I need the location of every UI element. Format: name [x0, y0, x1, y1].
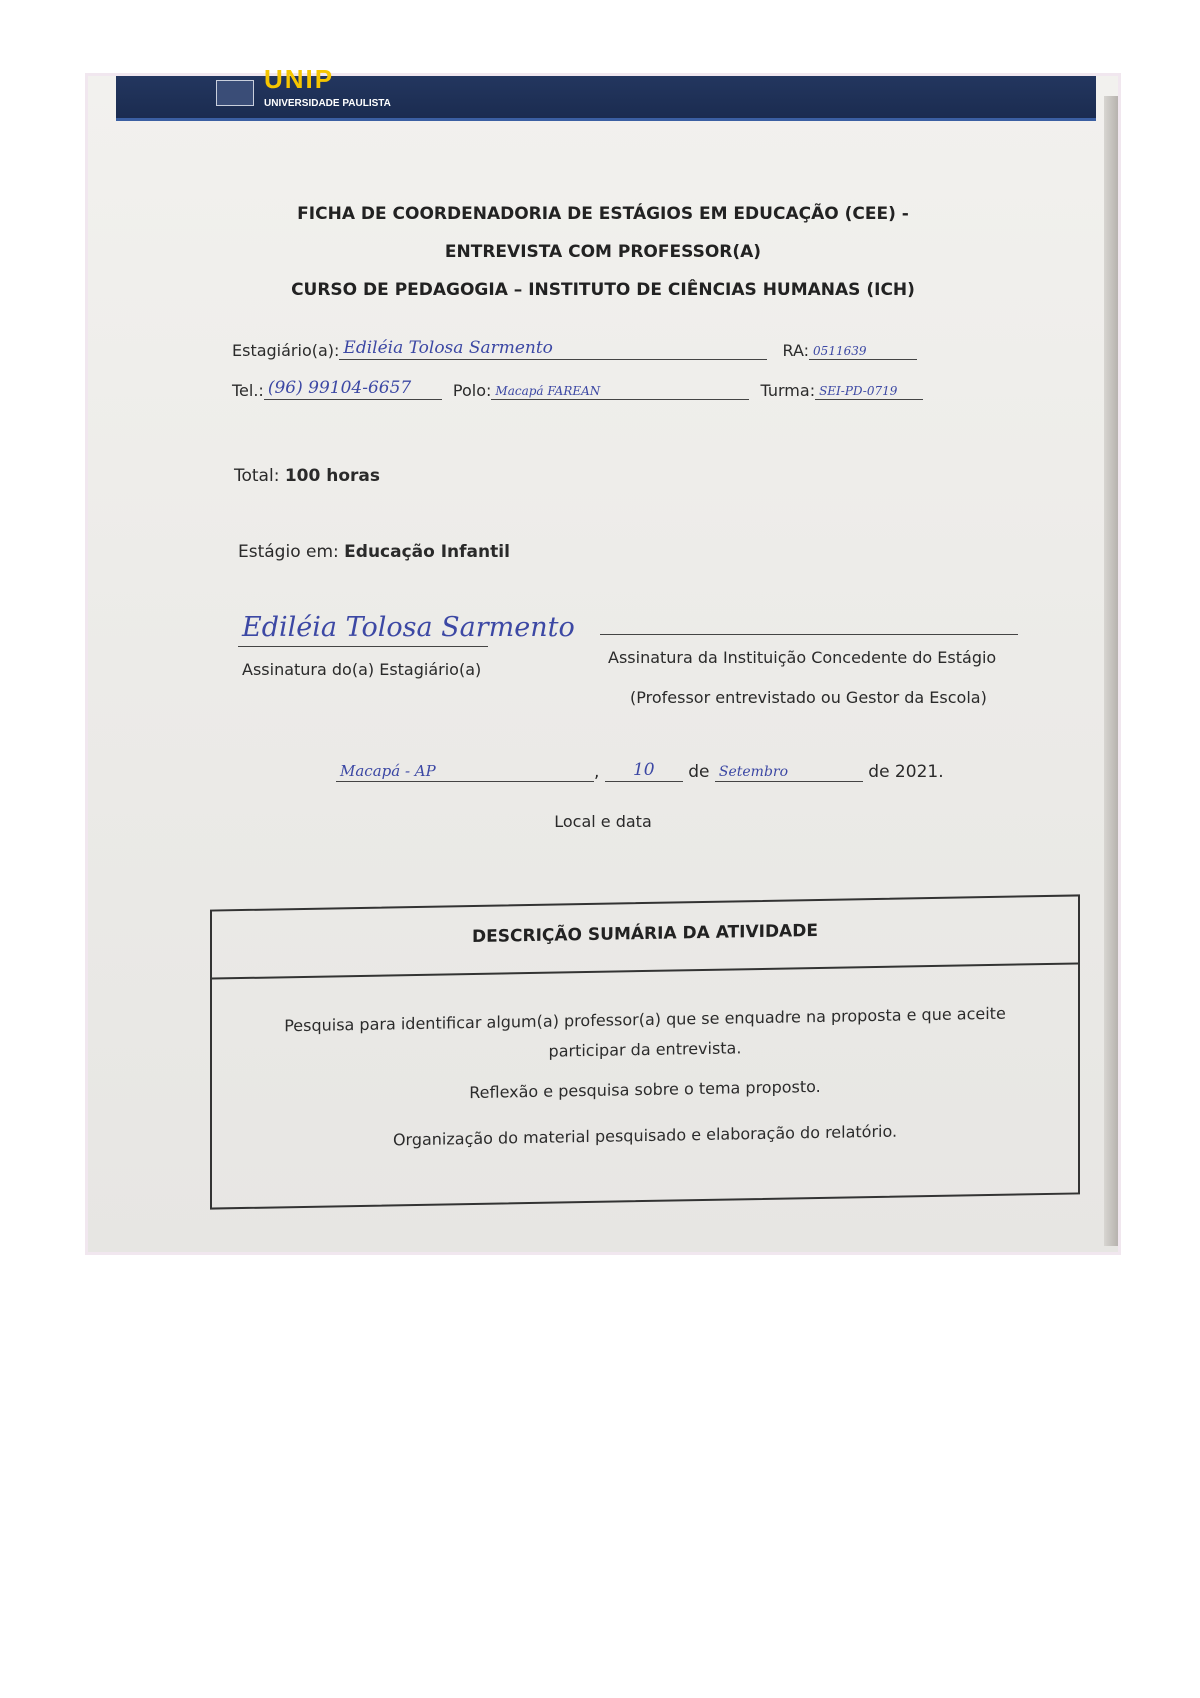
ra-value: 0511639: [809, 344, 917, 360]
student-name-value: Ediléia Tolosa Sarmento: [339, 338, 767, 360]
description-line: Pesquisa para identificar algum(a) professor(a) que se enquadre na proposta e que aceite: [284, 1003, 1006, 1036]
estagio-value: Educação Infantil: [344, 542, 510, 562]
institution-signature-line: [600, 634, 1018, 635]
turma-value: SEI-PD-0719: [815, 384, 923, 400]
description-line: participar da entrevista.: [548, 1038, 742, 1061]
total-hours: [234, 466, 380, 486]
student-row: [232, 338, 917, 360]
description-line: Organização do material pesquisado e elaboração do relatório.: [392, 1121, 898, 1150]
student-signature: Ediléia Tolosa Sarmento: [242, 612, 575, 643]
institution-signature-sublabel: (Professor entrevistado ou Gestor da Escola): [630, 688, 987, 707]
day-value: 10: [605, 760, 683, 782]
university-logo: [264, 64, 414, 118]
form-title-line3: CURSO DE PEDAGOGIA – INSTITUTO DE CIÊNCIAS HUMANAS (ICH): [291, 280, 915, 300]
polo-value: Macapá FAREAN: [491, 384, 749, 400]
document-photo: [88, 64, 1118, 1252]
form-title-line2: ENTREVISTA COM PROFESSOR(A): [444, 242, 762, 262]
ra-label: RA:: [782, 341, 810, 360]
student-signature-line: [238, 646, 488, 647]
form-title-line1: FICHA DE COORDENADORIA DE ESTÁGIOS EM EDUCAÇÃO (CEE) -: [297, 204, 909, 224]
activity-description-box: [210, 894, 1080, 1209]
logo-unip-text: UNIP: [264, 64, 335, 94]
polo-label: Polo:: [452, 381, 492, 400]
place-date-row: Macapá - AP , 10 de Setembro de 2021.: [336, 760, 944, 782]
tel-value: (96) 99104-6657: [264, 378, 442, 400]
student-label: Estagiário(a):: [232, 341, 340, 360]
month-value: Setembro: [715, 764, 863, 782]
year-text: de 2021.: [868, 762, 944, 782]
place-date-caption: Local e data: [554, 812, 652, 831]
tel-label: Tel.:: [232, 381, 264, 400]
contact-row: [232, 378, 923, 400]
turma-label: Turma:: [760, 381, 816, 400]
internship-area: [238, 542, 510, 562]
de-label: de: [688, 762, 710, 782]
description-line: Reflexão e pesquisa sobre o tema proposto.: [469, 1076, 821, 1103]
total-label: Total:: [234, 466, 280, 486]
activity-description-title: DESCRIÇÃO SUMÁRIA DA ATIVIDADE: [472, 920, 818, 948]
total-value: 100 horas: [284, 466, 381, 486]
student-signature-label: Assinatura do(a) Estagiário(a): [242, 660, 482, 679]
university-crest-icon: [216, 80, 254, 106]
activity-description-header: [212, 896, 1078, 979]
header-band: [116, 64, 1096, 121]
estagio-label: Estágio em:: [238, 542, 339, 562]
place-value: Macapá - AP: [336, 762, 594, 782]
logo-subtitle: UNIVERSIDADE PAULISTA: [264, 98, 391, 109]
institution-signature-label: Assinatura da Instituição Concedente do Estágio: [608, 648, 997, 667]
